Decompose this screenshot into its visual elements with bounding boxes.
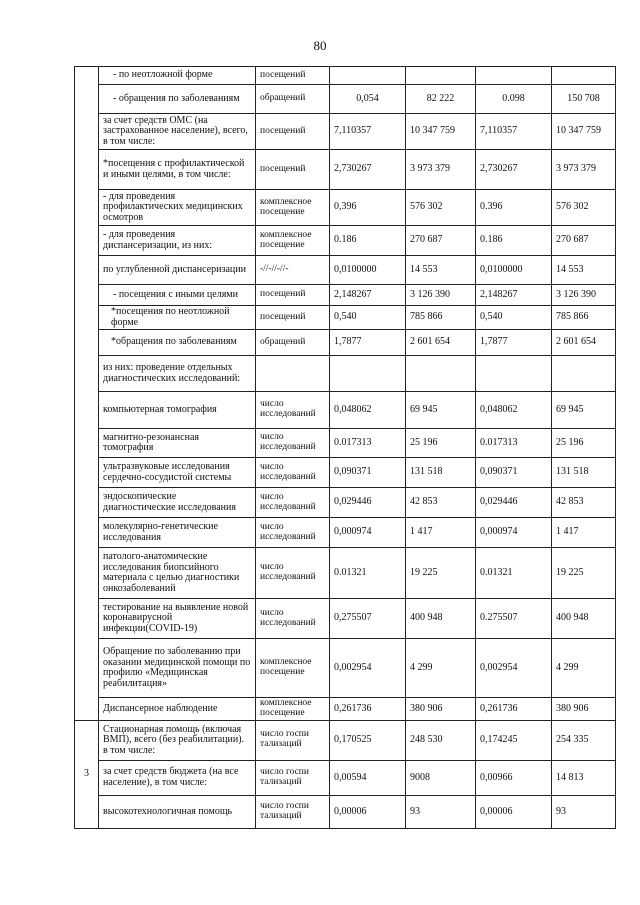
norm-value-cell: 2,730267 — [476, 150, 552, 190]
volume-value-cell: 400 948 — [406, 599, 476, 639]
table-row — [75, 795, 616, 828]
volume-value-cell: 3 973 379 — [406, 150, 476, 190]
norm-value-cell: 0,00006 — [476, 795, 552, 828]
unit-cell: число госпи тализаций — [256, 760, 330, 795]
item-name: - по неотложной форме — [99, 67, 256, 85]
unit-cell: число госпи тализаций — [256, 795, 330, 828]
item-name: Обращение по заболеванию при оказании медицинской помощи по профилю «Медицинская реабилитация» — [99, 639, 256, 698]
norm-value-cell: 0,000974 — [476, 518, 552, 548]
volume-value-cell: 150 708 — [552, 85, 616, 114]
norm-value-cell: 0,054 — [330, 85, 406, 114]
item-name: Стационарная помощь (включая ВМП), всего (без реабилитации). в том числе: — [99, 720, 256, 760]
norm-value-cell: 0.396 — [476, 190, 552, 226]
norm-value-cell: 2,148267 — [330, 285, 406, 306]
unit-cell: число исследований — [256, 548, 330, 599]
norm-value-cell: 0.186 — [330, 226, 406, 256]
volume-value-cell: 131 518 — [406, 458, 476, 488]
unit-cell: посещений — [256, 150, 330, 190]
volume-value-cell — [406, 67, 476, 85]
row-number-cell — [75, 67, 99, 721]
volume-value-cell: 69 945 — [552, 392, 616, 429]
volume-value-cell: 42 853 — [552, 488, 616, 518]
table-row — [75, 599, 616, 639]
unit-cell: посещений — [256, 114, 330, 150]
item-name: Диспансерное наблюдение — [99, 698, 256, 721]
unit-cell: комплексное посещение — [256, 698, 330, 721]
table-row — [75, 392, 616, 429]
unit-cell: комплексное посещение — [256, 639, 330, 698]
unit-cell: комплексное посещение — [256, 190, 330, 226]
unit-cell: -//-//-//- — [256, 256, 330, 285]
norm-value-cell: 0,029446 — [476, 488, 552, 518]
unit-cell: число исследований — [256, 392, 330, 429]
item-name: *посещения по неотложной форме — [99, 306, 256, 330]
unit-cell: обращений — [256, 85, 330, 114]
norm-value-cell: 2,148267 — [476, 285, 552, 306]
volume-value-cell: 4 299 — [406, 639, 476, 698]
item-name: - обращения по заболеваниям — [99, 85, 256, 114]
norm-value-cell — [330, 356, 406, 392]
norm-value-cell: 0,048062 — [330, 392, 406, 429]
table-row — [75, 85, 616, 114]
item-name: ультразвуковые исследования сердечно-сосудистой системы — [99, 458, 256, 488]
item-name: *посещения с профилактической и иными целями, в том числе: — [99, 150, 256, 190]
norm-value-cell: 1,7877 — [330, 330, 406, 356]
table-row — [75, 330, 616, 356]
volume-value-cell: 2 601 654 — [406, 330, 476, 356]
volume-value-cell: 25 196 — [406, 429, 476, 458]
volume-value-cell: 380 906 — [406, 698, 476, 721]
table-row — [75, 760, 616, 795]
norm-value-cell: 0,170525 — [330, 720, 406, 760]
norm-value-cell: 0.275507 — [476, 599, 552, 639]
norm-value-cell: 0.186 — [476, 226, 552, 256]
norm-value-cell: 2,730267 — [330, 150, 406, 190]
unit-cell: число исследований — [256, 518, 330, 548]
volume-value-cell: 9008 — [406, 760, 476, 795]
unit-cell: посещений — [256, 67, 330, 85]
norm-value-cell: 0.01321 — [476, 548, 552, 599]
volume-value-cell: 19 225 — [552, 548, 616, 599]
volume-value-cell: 42 853 — [406, 488, 476, 518]
item-name: молекулярно-генетические исследования — [99, 518, 256, 548]
norm-value-cell: 0,275507 — [330, 599, 406, 639]
unit-cell: посещений — [256, 306, 330, 330]
norm-value-cell: 1,7877 — [476, 330, 552, 356]
item-name: - посещения с иными целями — [99, 285, 256, 306]
norm-value-cell — [330, 67, 406, 85]
item-name: высокотехнологичная помощь — [99, 795, 256, 828]
norm-value-cell: 0,000974 — [330, 518, 406, 548]
table-row — [75, 356, 616, 392]
item-name: эндоскопические диагностические исследования — [99, 488, 256, 518]
table-row — [75, 720, 616, 760]
unit-cell: комплексное посещение — [256, 226, 330, 256]
volume-value-cell — [552, 356, 616, 392]
data-table — [74, 66, 616, 829]
page-number: 80 — [313, 38, 327, 53]
norm-value-cell: 7,110357 — [476, 114, 552, 150]
volume-value-cell: 3 126 390 — [406, 285, 476, 306]
volume-value-cell: 270 687 — [552, 226, 616, 256]
item-name: из них: проведение отдельных диагностических исследований: — [99, 356, 256, 392]
table-row — [75, 429, 616, 458]
item-name: компьютерная томография — [99, 392, 256, 429]
norm-value-cell: 0.01321 — [330, 548, 406, 599]
volume-value-cell: 785 866 — [406, 306, 476, 330]
volume-value-cell: 10 347 759 — [552, 114, 616, 150]
unit-cell: число госпи тализаций — [256, 720, 330, 760]
item-name: магнитно-резонансная томография — [99, 429, 256, 458]
volume-value-cell — [552, 67, 616, 85]
volume-value-cell: 1 417 — [406, 518, 476, 548]
volume-value-cell: 248 530 — [406, 720, 476, 760]
unit-cell — [256, 356, 330, 392]
item-name: за счет средств ОМС (на застрахованное население), всего, в том числе: — [99, 114, 256, 150]
volume-value-cell: 576 302 — [552, 190, 616, 226]
norm-value-cell: 0,174245 — [476, 720, 552, 760]
norm-value-cell: 0,002954 — [330, 639, 406, 698]
norm-value-cell: 0.017313 — [476, 429, 552, 458]
norm-value-cell: 0,002954 — [476, 639, 552, 698]
table-row — [75, 114, 616, 150]
norm-value-cell: 0,261736 — [476, 698, 552, 721]
section-number: 3 — [75, 720, 99, 828]
item-name: - для проведения диспансеризации, из них: — [99, 226, 256, 256]
table-row — [75, 306, 616, 330]
volume-value-cell: 400 948 — [552, 599, 616, 639]
item-name: - для проведения профилактических медицинских осмотров — [99, 190, 256, 226]
unit-cell: число исследований — [256, 488, 330, 518]
norm-value-cell: 0,00966 — [476, 760, 552, 795]
unit-cell: число исследований — [256, 599, 330, 639]
volume-value-cell: 19 225 — [406, 548, 476, 599]
volume-value-cell: 14 553 — [552, 256, 616, 285]
norm-value-cell: 0,540 — [476, 306, 552, 330]
norm-value-cell: 0,090371 — [330, 458, 406, 488]
unit-cell: число исследований — [256, 429, 330, 458]
table-row — [75, 548, 616, 599]
volume-value-cell: 93 — [552, 795, 616, 828]
norm-value-cell: 7,110357 — [330, 114, 406, 150]
item-name: *обращения по заболеваниям — [99, 330, 256, 356]
volume-value-cell: 785 866 — [552, 306, 616, 330]
norm-value-cell: 0.098 — [476, 85, 552, 114]
norm-value-cell: 0,029446 — [330, 488, 406, 518]
volume-value-cell: 2 601 654 — [552, 330, 616, 356]
norm-value-cell — [476, 356, 552, 392]
norm-value-cell: 0,00594 — [330, 760, 406, 795]
table-row — [75, 67, 616, 85]
norm-value-cell — [476, 67, 552, 85]
table-row — [75, 639, 616, 698]
volume-value-cell: 254 335 — [552, 720, 616, 760]
norm-value-cell: 0,396 — [330, 190, 406, 226]
table-row — [75, 698, 616, 721]
volume-value-cell: 14 553 — [406, 256, 476, 285]
table-row — [75, 226, 616, 256]
volume-value-cell — [406, 356, 476, 392]
volume-value-cell: 3 973 379 — [552, 150, 616, 190]
volume-value-cell: 1 417 — [552, 518, 616, 548]
item-name: за счет средств бюджета (на все население), в том числе: — [99, 760, 256, 795]
table-row — [75, 488, 616, 518]
norm-value-cell: 0,048062 — [476, 392, 552, 429]
volume-value-cell: 69 945 — [406, 392, 476, 429]
table-row — [75, 458, 616, 488]
unit-cell: посещений — [256, 285, 330, 306]
volume-value-cell: 576 302 — [406, 190, 476, 226]
norm-value-cell: 0,00006 — [330, 795, 406, 828]
table-row — [75, 285, 616, 306]
table-row — [75, 190, 616, 226]
volume-value-cell: 4 299 — [552, 639, 616, 698]
volume-value-cell: 82 222 — [406, 85, 476, 114]
volume-value-cell: 380 906 — [552, 698, 616, 721]
volume-value-cell: 270 687 — [406, 226, 476, 256]
item-name: по углубленной диспансеризации — [99, 256, 256, 285]
volume-value-cell: 3 126 390 — [552, 285, 616, 306]
volume-value-cell: 10 347 759 — [406, 114, 476, 150]
item-name: патолого-анатомические исследования биопсийного материала с целью диагностики онкозаболеваний — [99, 548, 256, 599]
norm-value-cell: 0,090371 — [476, 458, 552, 488]
norm-value-cell: 0,0100000 — [476, 256, 552, 285]
norm-value-cell: 0,261736 — [330, 698, 406, 721]
unit-cell: число исследований — [256, 458, 330, 488]
norm-value-cell: 0,540 — [330, 306, 406, 330]
volume-value-cell: 14 813 — [552, 760, 616, 795]
table-row — [75, 256, 616, 285]
unit-cell: обращений — [256, 330, 330, 356]
table-row — [75, 150, 616, 190]
volume-value-cell: 131 518 — [552, 458, 616, 488]
norm-value-cell: 0.017313 — [330, 429, 406, 458]
volume-value-cell: 25 196 — [552, 429, 616, 458]
item-name: тестирование на выявление новой коронавирусной инфекции(COVID-19) — [99, 599, 256, 639]
table-row — [75, 518, 616, 548]
volume-value-cell: 93 — [406, 795, 476, 828]
norm-value-cell: 0,0100000 — [330, 256, 406, 285]
